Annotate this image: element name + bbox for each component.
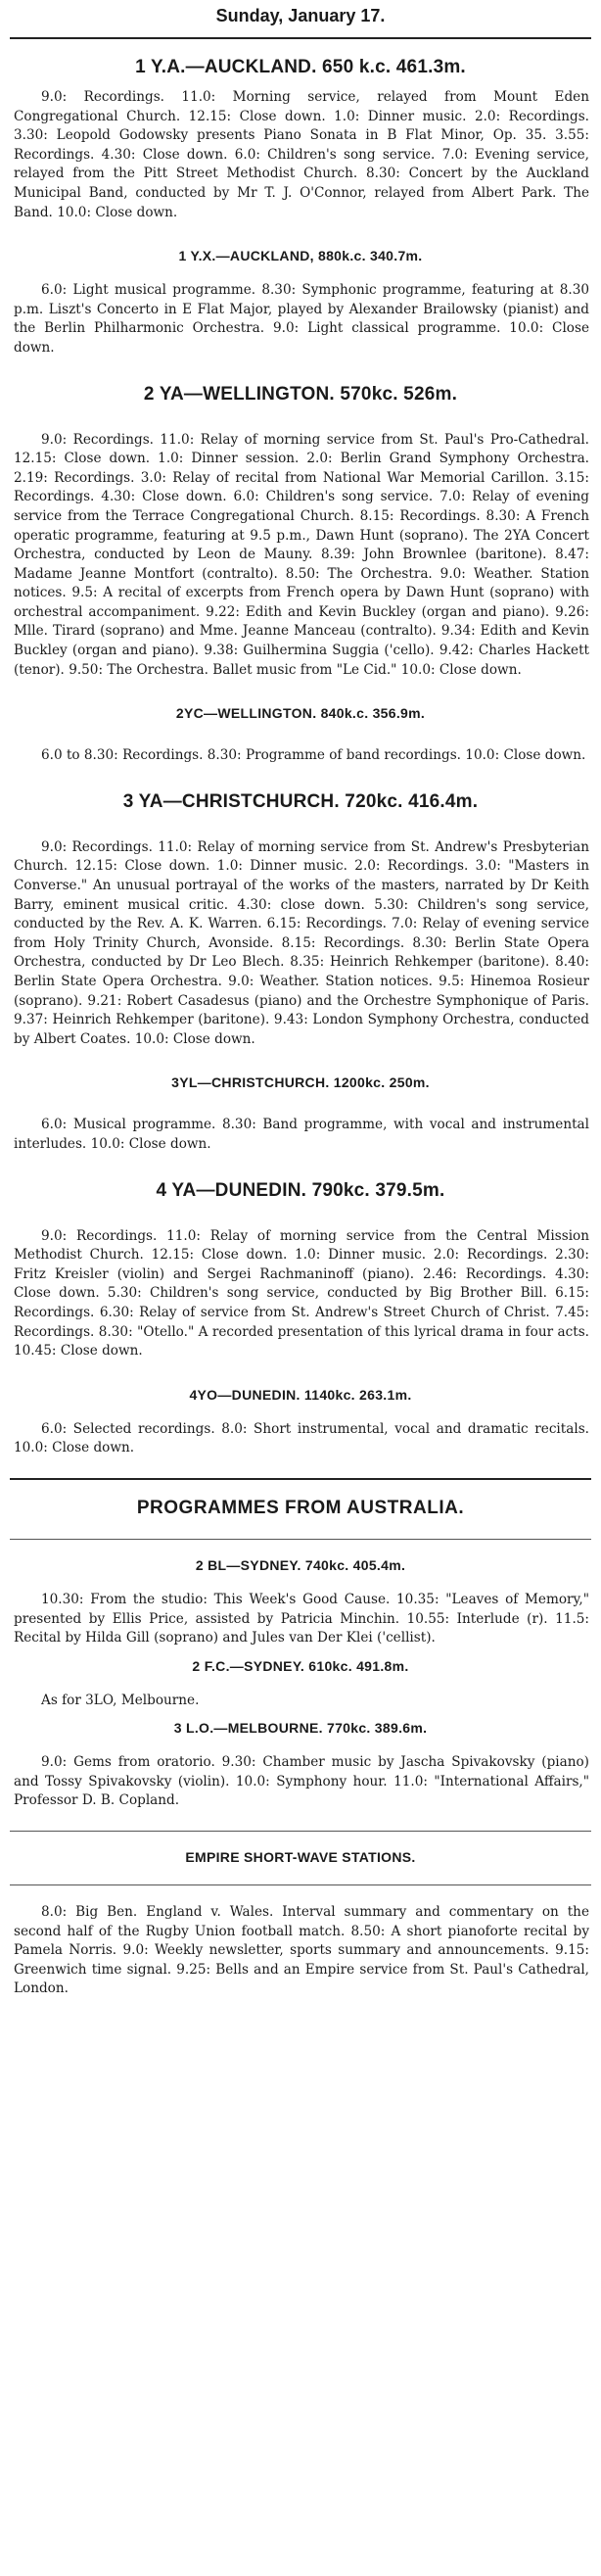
station-heading: 4YO—DUNEDIN. 1140kc. 263.1m. [189, 1386, 412, 1403]
page-date: Sunday, January 17. [215, 6, 386, 25]
station-programme: 6.0: Musical programme. 8.30: Band programme, with vocal and instrumental interludes. 10.0: Close down. [14, 1117, 589, 1152]
station-programme: 9.0: Recordings. 11.0: Relay of morning service from St. Paul's Pro-Cathedral. 12.15: Close down. 1.0: Dinner session. 2.0: Berlin Grand Symphony Orchestra. 2.19: Recordings. 3.0: Relay of recital from National War Memorial Carillon. 3.15: Recordings. 4.30: Close down. 6.0: Children's song service. 7.0: Relay of evening service from the Terrace Congregational Church. 8.15: Recordings. 8.30: A French operatic programme, featuring at 9.5 p.m., Dawn Hunt (soprano). The 2YA Concert Orchestra, conducted by Leon de Mauny. 8.39: John Brownlee (baritone). 8.47: Madame Jeanne Montfort (contralto). 8.50: The Orchestra. 9.0: Weather. Station notices. 9.5: A recital of excerpts from French opera by Dawn Hunt (soprano) with orchestral accompaniment. 9.22: Edith and Kevin Buckley (organ and piano). 9.26: Mlle. Tirard (soprano) and Mme. Jeanne Manceau (contralto). 9.34: Edith and Kevin Buckley (organ and piano). 9.38: Guilhermina Suggia ('cello). 9.42: Charles Hackett (tenor). 9.50: The Orchestra. Ballet music from "Le Cid." 10.0: Close down. [14, 431, 589, 678]
station-heading: 3 YA—CHRISTCHURCH. 720kc. 416.4m. [122, 790, 479, 812]
station-heading: 2 BL—SYDNEY. 740kc. 405.4m. [195, 1556, 406, 1573]
station-heading: 3 L.O.—MELBOURNE. 770kc. 389.6m. [173, 1720, 428, 1737]
station-heading: 2 YA—WELLINGTON. 570kc. 526m. [143, 383, 458, 405]
station-heading: 1 Y.A.—AUCKLAND. 650 k.c. 461.3m. [135, 57, 466, 77]
station-programme: 9.0: Recordings. 11.0: Morning service, relayed from Mount Eden Congregational Church. 12.15: Close down. 1.0: Dinner music. 2.0: Recordings. 3.30: Leopold Godowsky presents Piano Sonata in B Flat Minor, Op. 35. 3.55: Recordings. 4.30: Close down. 6.0: Children's song service. 7.0: Evening service, relayed from the Pitt Street Methodist Church. 8.30: Concert by the Auckland Municipal Band, conducted by Mr T. J. O'Connor, relayed from Albert Park. The Band. 10.0: Close down. [14, 89, 589, 220]
station-heading: 1 Y.X.—AUCKLAND, 880k.c. 340.7m. [178, 248, 423, 264]
section-heading-shortwave: EMPIRE SHORT-WAVE STATIONS. [185, 1849, 416, 1866]
station-heading: 3YL—CHRISTCHURCH. 1200kc. 250m. [171, 1074, 430, 1091]
station-programme: 8.0: Big Ben. England v. Wales. Interval summary and commentary on the second half of the Rugby Union football match. 8.50: A short pianoforte recital by Pamela Norris. 9.0: Weekly newsletter, sports summary and announcements. 9.15: Greenwich time signal. 9.25: Bells and an Empire service from St. Paul's Cathedral, London. [14, 1904, 589, 1997]
station-heading: 2YC—WELLINGTON. 840k.c. 356.9m. [175, 705, 426, 722]
station-programme: 6.0 to 8.30: Recordings. 8.30: Programme of band recordings. 10.0: Close down. [41, 747, 586, 764]
station-programme: 9.0: Recordings. 11.0: Relay of morning service from St. Andrew's Presbyterian Church. 12.15: Close down. 1.0: Dinner music. 2.0: Recordings. 3.0: "Masters in Converse." An unusual portrayal of the works of the masters, narrated by Dr Keith Barry, eminent musical critic. 4.30: close down. 5.30: Children's song service, conducted by the Rev. A. K. Warren. 6.15: Recordings. 7.0: Relay of evening service from Holy Trinity Church, Avonside. 8.15: Recordings. 8.30: Berlin State Opera Orchestra, conducted by Dr Leo Blech. 8.35: Heinrich Rehkemper (baritone). 8.40: Berlin State Opera Orchestra. 9.0: Weather. Station notices. 9.5: Hinemoa Rosieur (soprano). 9.21: Robert Casadesus (piano) and the Orchestre Symphonique of Paris. 9.37: Heinrich Rehkemper (baritone). 9.43: London Symphony Orchestra, conducted by Albert Coates. 10.0: Close down. [14, 838, 589, 1047]
station-programme: As for 3LO, Melbourne. [41, 1692, 200, 1708]
station-programme: 9.0: Gems from oratorio. 9.30: Chamber music by Jascha Spivakovsky (piano) and Tossy Spivakovsky (violin). 10.0: Symphony hour. 11.0: "International Affairs," Professor D. B. Copland. [14, 1754, 589, 1809]
station-programme: 10.30: From the studio: This Week's Good Cause. 10.35: "Leaves of Memory," presented by Ellis Price, assisted by Patricia Minchin. 10.55: Interlude (r). 11.5: Recital by Hilda Gill (soprano) and Jules van Der Klei ('cellist). [14, 1591, 589, 1646]
section-heading-australia: PROGRAMMES FROM AUSTRALIA. [136, 1497, 465, 1518]
station-heading: 2 F.C.—SYDNEY. 610kc. 491.8m. [192, 1657, 409, 1674]
station-programme: 6.0: Light musical programme. 8.30: Symphonic programme, featuring at 8.30 p.m. Liszt's Concerto in E Flat Major, played by Alexander Brailowsky (pianist) and the Berlin Philharmonic Orchestra. 9.0: Light classical programme. 10.0: Close down. [14, 282, 589, 356]
station-programme: 9.0: Recordings. 11.0: Relay of morning service from the Central Mission Methodist Church. 12.15: Close down. 1.0: Dinner music. 2.0: Recordings. 2.30: Fritz Kreisler (violin) and Sergei Rachmaninoff (piano). 2.46: Recordings. 4.30: Close down. 5.30: Children's song service, conducted by Big Brother Bill. 6.15: Recordings. 6.30: Relay of service from St. Andrew's Street Church of Christ. 7.45: Recordings. 8.30: "Otello." A recorded presentation of this lyrical drama in four acts. 10.45: Close down. [14, 1227, 589, 1360]
station-heading: 4 YA—DUNEDIN. 790kc. 379.5m. [156, 1179, 445, 1201]
station-programme: 6.0: Selected recordings. 8.0: Short instrumental, vocal and dramatic recitals. 10.0: Close down. [14, 1420, 589, 1456]
